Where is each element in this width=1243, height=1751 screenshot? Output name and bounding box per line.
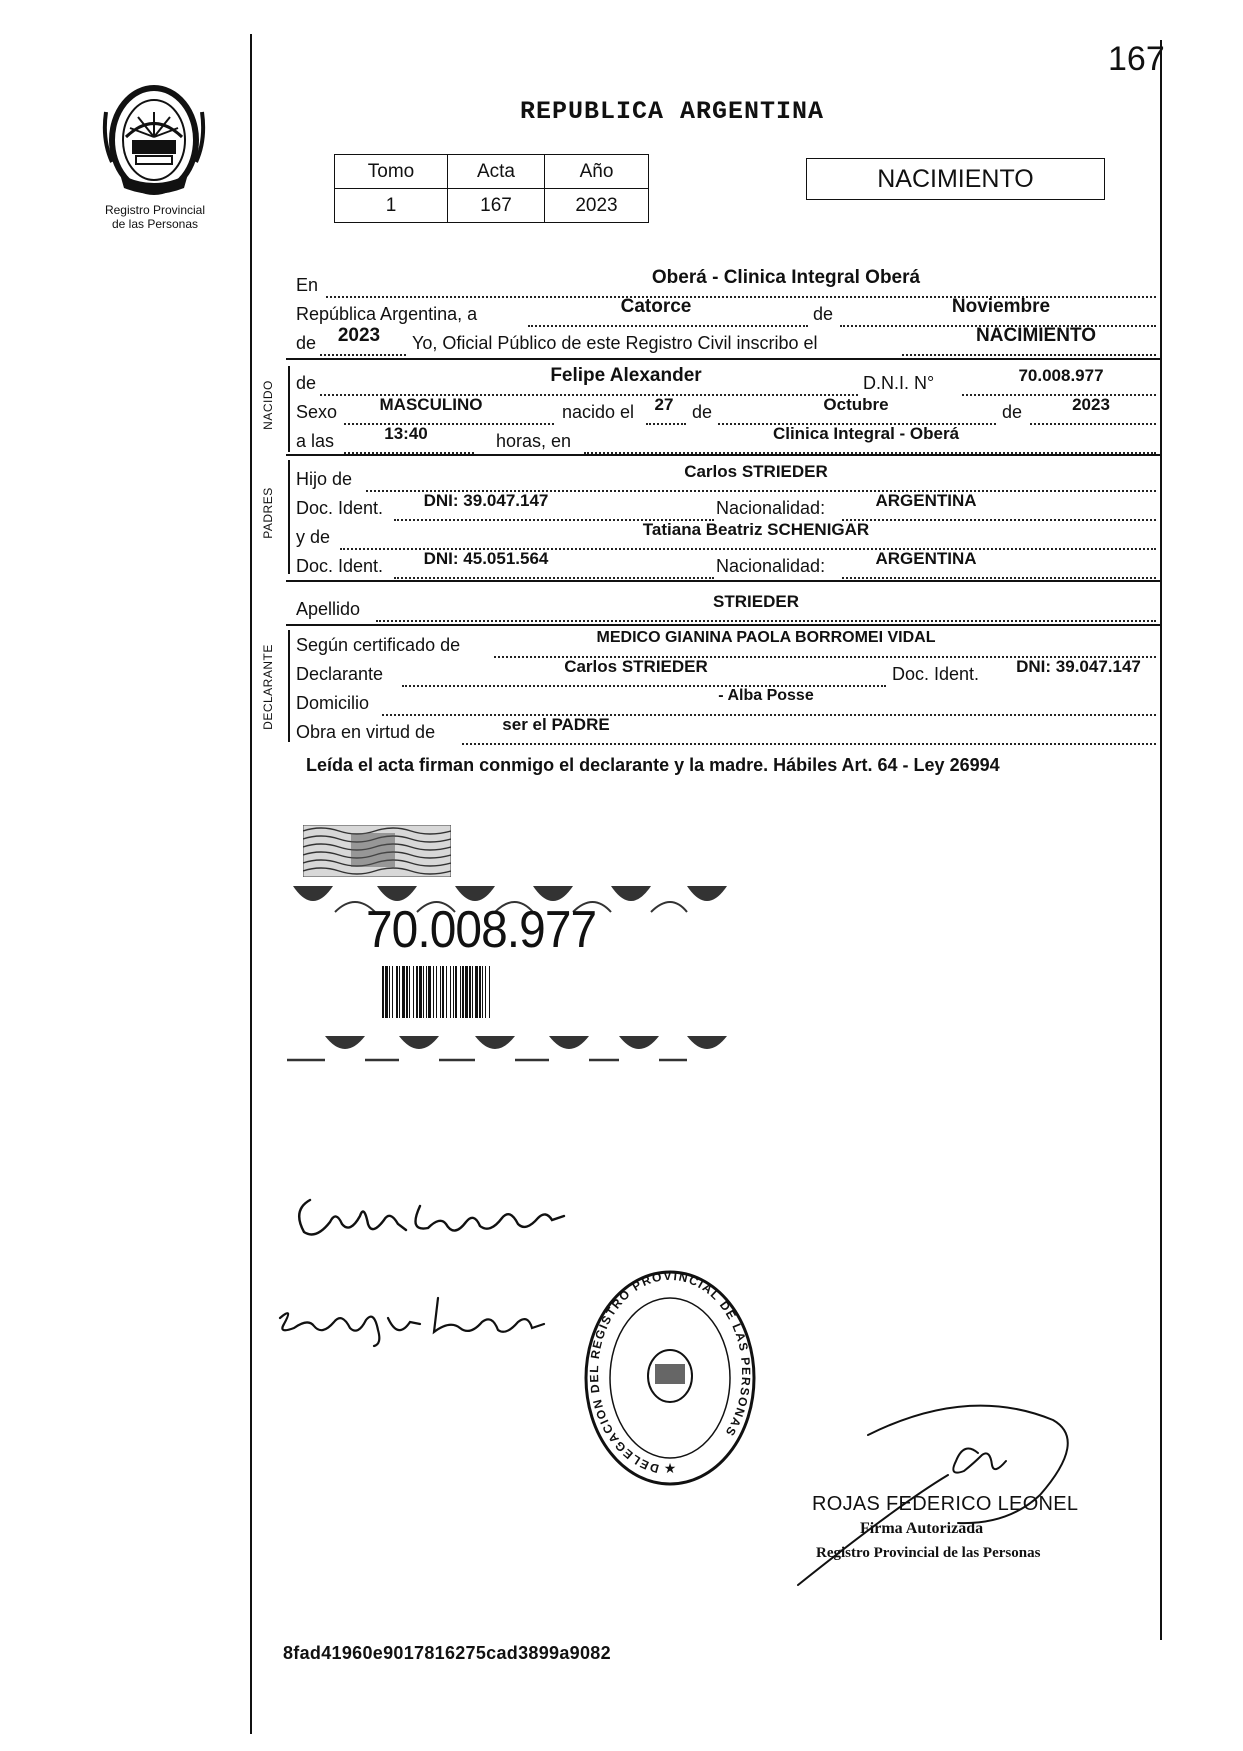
en-label: En bbox=[296, 275, 319, 295]
record-type-box: NACIMIENTO bbox=[806, 158, 1105, 200]
official-name: ROJAS FEDERICO LEONEL bbox=[812, 1493, 1079, 1515]
section-bracket-declarante bbox=[288, 630, 290, 742]
nacionalidad-label: Nacionalidad: bbox=[716, 556, 826, 576]
section-bracket-padres bbox=[288, 460, 290, 574]
divider-2 bbox=[286, 454, 1161, 456]
day-value: Catorce bbox=[620, 296, 692, 317]
republica-label: República Argentina, a bbox=[296, 304, 478, 324]
doc-ident-label: Doc. Ident. bbox=[892, 664, 980, 684]
father-name-value: Carlos STRIEDER bbox=[684, 462, 828, 481]
birth-place-value: Clinica Integral - Oberá bbox=[772, 424, 960, 443]
acta-header: Acta bbox=[448, 155, 545, 189]
time-value: 13:40 bbox=[384, 424, 428, 443]
ano-value: 2023 bbox=[545, 189, 649, 223]
birth-month-value: Octubre bbox=[823, 395, 889, 414]
tomo-acta-ano-table bbox=[334, 154, 649, 223]
seal-ring-text: DELEGACION DEL REGISTRO PROVINCIAL DE LAS PERSONAS bbox=[586, 1268, 754, 1476]
y-de-label: y de bbox=[296, 527, 331, 547]
row-inscription bbox=[296, 325, 1161, 356]
left-margin-line bbox=[250, 34, 252, 1734]
year-value: 2023 bbox=[337, 325, 381, 346]
row-domicile bbox=[296, 687, 1161, 716]
de-label: de bbox=[296, 373, 317, 393]
section-bracket-nacido bbox=[288, 366, 290, 452]
row-time-place bbox=[296, 424, 1161, 454]
divider-1 bbox=[286, 358, 1161, 360]
document-number-large: 70.008.977 bbox=[366, 901, 597, 959]
divider-3 bbox=[286, 580, 1161, 582]
guilloche-band-bottom bbox=[287, 1030, 732, 1064]
place-value: Oberá - Clinica Integral Oberá bbox=[651, 267, 921, 288]
signature-mother bbox=[270, 1278, 550, 1348]
row-apellido bbox=[296, 592, 1161, 622]
apellido-value: STRIEDER bbox=[713, 592, 799, 611]
side-label-nacido: NACIDO bbox=[261, 380, 275, 430]
doc-ident-label: Doc. Ident. bbox=[296, 498, 384, 518]
child-name-value: Felipe Alexander bbox=[550, 365, 702, 386]
declarante-label: Declarante bbox=[296, 664, 384, 684]
de-label: de bbox=[813, 304, 834, 324]
signature-declarant bbox=[290, 1180, 580, 1250]
official-title: Firma Autorizada bbox=[860, 1520, 984, 1537]
tomo-header: Tomo bbox=[335, 155, 448, 189]
sexo-label: Sexo bbox=[296, 402, 338, 422]
document-hash: 8fad41960e9017816275cad3899a9082 bbox=[283, 1643, 611, 1663]
provincial-coat-of-arms-logo bbox=[98, 82, 210, 200]
doc-ident-label: Doc. Ident. bbox=[296, 556, 384, 576]
page-number: 167 bbox=[1108, 40, 1165, 78]
horas-label: horas, en bbox=[496, 431, 572, 451]
obra-label: Obra en virtud de bbox=[296, 722, 436, 742]
hijo-de-label: Hijo de bbox=[296, 469, 353, 489]
alas-label: a las bbox=[296, 431, 335, 451]
father-nationality-value: ARGENTINA bbox=[875, 491, 977, 510]
svg-text:★: ★ bbox=[663, 1460, 677, 1476]
month-value: Noviembre bbox=[951, 296, 1051, 317]
declarant-doc-value: DNI: 39.047.147 bbox=[1016, 657, 1141, 676]
side-label-declarante: DECLARANTE bbox=[261, 644, 275, 730]
document-title: REPUBLICA ARGENTINA bbox=[520, 97, 825, 126]
cert-value: MEDICO GIANINA PAOLA BORROMEI VIDAL bbox=[596, 629, 936, 646]
de-label-3: de bbox=[1002, 402, 1023, 422]
nacido-el-label: nacido el bbox=[562, 402, 635, 422]
logo-caption-line1: Registro Provincial bbox=[104, 203, 206, 217]
child-dni-value: 70.008.977 bbox=[1018, 366, 1104, 385]
delegation-stamp-seal bbox=[583, 1268, 758, 1488]
obra-value: ser el PADRE bbox=[502, 715, 610, 734]
domicile-value: - Alba Posse bbox=[718, 687, 814, 704]
de-label-2: de bbox=[692, 402, 713, 422]
tomo-value: 1 bbox=[335, 189, 448, 223]
nacionalidad-label: Nacionalidad: bbox=[716, 498, 826, 518]
inscribed-value: NACIMIENTO bbox=[976, 325, 1096, 346]
father-doc-value: DNI: 39.047.147 bbox=[423, 491, 549, 510]
sexo-value: MASCULINO bbox=[379, 395, 483, 414]
declarant-value: Carlos STRIEDER bbox=[564, 657, 708, 676]
mother-name-value: Tatiana Beatriz SCHENIGAR bbox=[642, 520, 870, 539]
de2-label: de bbox=[296, 333, 317, 353]
yo-text: Yo, Oficial Público de este Registro Civil inscribo el bbox=[412, 333, 818, 353]
row-obra bbox=[296, 715, 1161, 745]
ano-header: Año bbox=[545, 155, 649, 189]
row-mother-doc bbox=[296, 549, 1161, 579]
official-registry: Registro Provincial de las Personas bbox=[816, 1545, 1041, 1561]
cert-label: Según certificado de bbox=[296, 635, 461, 655]
domicilio-label: Domicilio bbox=[296, 693, 370, 713]
dni-label: D.N.I. N° bbox=[863, 373, 935, 393]
logo-caption-line2: de las Personas bbox=[111, 217, 199, 231]
barcode bbox=[382, 966, 608, 1018]
side-label-padres: PADRES bbox=[261, 487, 275, 539]
mother-nationality-value: ARGENTINA bbox=[875, 549, 977, 568]
acta-value: 167 bbox=[448, 189, 545, 223]
birth-year-value: 2023 bbox=[1072, 395, 1110, 414]
apellido-label: Apellido bbox=[296, 599, 361, 619]
logo-caption bbox=[84, 203, 226, 231]
legal-notes: Leída el acta firman conmigo el declarante y la madre. Hábiles Art. 64 - Ley 26994 bbox=[306, 755, 1000, 775]
hologram-sticker bbox=[303, 825, 451, 877]
mother-doc-value: DNI: 45.051.564 bbox=[423, 549, 549, 568]
birth-day-value: 27 bbox=[654, 395, 674, 414]
